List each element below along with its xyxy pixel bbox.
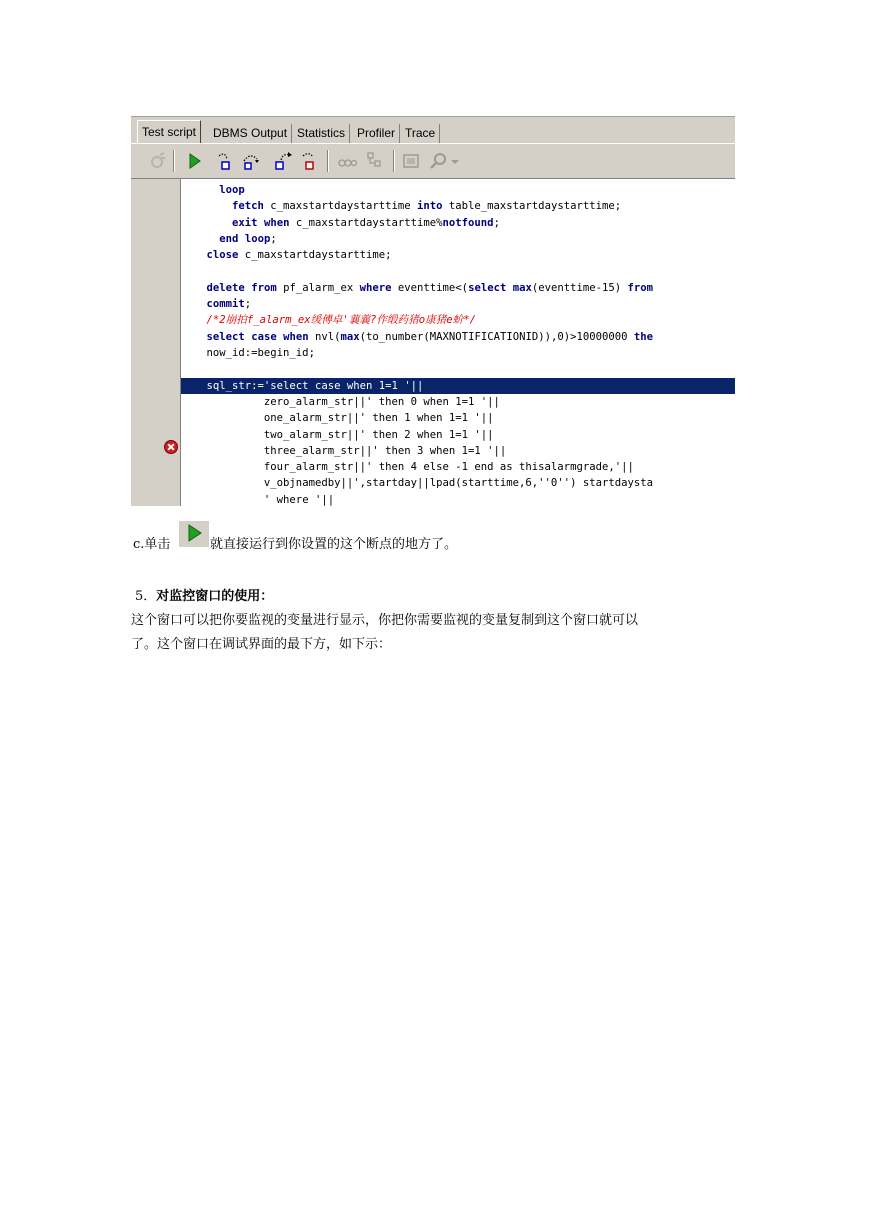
- run-icon-inline: [179, 521, 209, 547]
- code-indent: [181, 331, 207, 343]
- code-text: table_maxstartdaystarttime;: [442, 200, 622, 213]
- run-to-exception-icon[interactable]: [299, 151, 319, 171]
- code-comment: /*2崩拍f_alarm_ex缓傅卓'蘘蘘?作缎药猪o康猪e蚧*/: [206, 314, 477, 327]
- code-keyword: the: [633, 330, 654, 343]
- code-keyword: where: [359, 281, 392, 294]
- code-keyword: end: [219, 232, 239, 245]
- code-indent: [181, 249, 207, 261]
- code-keyword: loop: [219, 184, 245, 196]
- tab-statistics[interactable]: Statistics: [293, 124, 350, 143]
- step-out-icon[interactable]: [273, 151, 293, 171]
- code-text: four_alarm_str||' then 4 else -1 end as thisalarmgrade,'||: [263, 461, 634, 474]
- code-indent: [181, 429, 264, 441]
- tab-test-script[interactable]: Test script: [137, 120, 201, 144]
- tab-bar: [131, 119, 735, 143]
- code-line[interactable]: [181, 264, 735, 280]
- code-indent: [181, 347, 207, 359]
- section-number: [135, 585, 273, 604]
- code-line[interactable]: [181, 345, 735, 361]
- step-c-prefix: c.单击: [133, 537, 171, 552]
- code-keyword: when: [283, 330, 309, 343]
- run-icon: [179, 521, 209, 547]
- code-text: ;: [244, 298, 252, 311]
- run-icon[interactable]: [185, 151, 205, 171]
- code-line[interactable]: [181, 443, 735, 459]
- tab-dbms-output[interactable]: DBMS Output: [209, 124, 292, 143]
- tab-profiler[interactable]: Profiler: [353, 124, 400, 143]
- code-line[interactable]: [181, 215, 735, 231]
- ide-screenshot: [131, 116, 735, 506]
- code-editor[interactable]: [181, 179, 735, 506]
- debug-icon[interactable]: [148, 151, 168, 171]
- code-indent: [181, 184, 219, 196]
- code-line[interactable]: [181, 492, 735, 506]
- code-keyword: delete: [206, 281, 245, 294]
- code-line[interactable]: [181, 247, 735, 263]
- window-icon[interactable]: [401, 151, 421, 171]
- code-indent: [181, 314, 207, 326]
- code-keyword: when: [263, 216, 290, 229]
- code-indent: [181, 200, 232, 212]
- code-line[interactable]: [181, 312, 735, 328]
- code-indent: [181, 412, 264, 424]
- code-keyword: into: [417, 200, 443, 213]
- code-text: pf_alarm_ex: [276, 281, 360, 294]
- code-indent: [181, 396, 264, 408]
- step-c-suffix: 就直接运行到你设置的这个断点的地方了。: [210, 537, 458, 552]
- code-line[interactable]: [181, 459, 735, 475]
- code-text: c_maxstartdaystarttime: [263, 200, 417, 213]
- editor-gutter: [131, 179, 181, 506]
- code-keyword: close: [206, 249, 239, 262]
- code-keyword: max: [512, 281, 532, 294]
- code-text: c_maxstartdaystarttime;: [238, 249, 392, 262]
- body-line-1: 这个窗口可以把你要监视的变量进行显示，你把你需要监视的变量复制到这个窗口就可以: [131, 613, 639, 628]
- section-5-number: 5．: [135, 589, 157, 604]
- code-indent: [181, 494, 264, 506]
- code-text: now_id:=begin_id;: [206, 347, 315, 359]
- code-text: ;: [270, 232, 277, 245]
- code-line[interactable]: [181, 410, 735, 426]
- code-text: one_alarm_str||' then 1 when 1=1 '||: [263, 412, 494, 425]
- code-text: zero_alarm_str||' then 0 when 1=1 '||: [263, 395, 500, 408]
- code-line[interactable]: [181, 231, 735, 247]
- breakpoints-icon[interactable]: [365, 151, 385, 171]
- code-keyword: select: [468, 281, 507, 294]
- code-text: three_alarm_str||' then 3 when 1=1 '||: [263, 444, 507, 457]
- debug-toolbar: [131, 144, 735, 179]
- code-keyword: notfound: [442, 216, 494, 229]
- code-text: sql_str:='select case when 1=1 '||: [206, 379, 424, 392]
- code-line[interactable]: [181, 198, 735, 214]
- code-text: (eventtime-15): [531, 281, 628, 294]
- code-indent: [181, 282, 207, 294]
- code-indent: [181, 380, 207, 392]
- step-into-icon[interactable]: [215, 151, 235, 171]
- code-keyword: select: [206, 330, 245, 343]
- code-line[interactable]: [181, 361, 735, 377]
- code-keyword: from: [627, 281, 654, 294]
- code-indent: [181, 298, 207, 310]
- toggle-watch-icon[interactable]: [337, 151, 357, 171]
- search-icon[interactable]: [429, 151, 449, 171]
- code-text: (to_number(MAXNOTIFICATIONID)),0)>10000000: [359, 330, 634, 343]
- tab-trace[interactable]: Trace: [401, 124, 440, 143]
- code-line[interactable]: [181, 394, 735, 410]
- code-text: eventtime<(: [391, 281, 469, 294]
- code-line[interactable]: [181, 329, 735, 345]
- chevron-down-icon[interactable]: [449, 151, 461, 171]
- code-indent: [181, 445, 264, 457]
- code-keyword: exit: [232, 216, 258, 229]
- code-line-current[interactable]: [181, 378, 735, 394]
- code-text: c_maxstartdaystarttime%: [289, 216, 443, 229]
- code-text: v_objnamedby||',startday||lpad(starttime,6,''0'') startdaysta: [263, 477, 653, 490]
- code-line[interactable]: [181, 475, 735, 491]
- code-keyword: max: [340, 330, 360, 343]
- section-5-title: 对监控窗口的使用：: [156, 589, 274, 604]
- code-line[interactable]: [181, 280, 735, 296]
- code-indent: [181, 217, 232, 229]
- code-keyword: fetch: [232, 200, 264, 213]
- code-indent: [181, 477, 264, 489]
- code-text: two_alarm_str||' then 2 when 1=1 '||: [263, 428, 494, 441]
- code-keyword: from: [251, 281, 277, 294]
- code-keyword: commit: [206, 298, 245, 311]
- code-keyword: loop: [244, 232, 271, 245]
- step-over-icon[interactable]: [241, 151, 261, 171]
- code-line[interactable]: [181, 296, 735, 312]
- code-line[interactable]: [181, 182, 735, 198]
- code-indent: [181, 461, 264, 473]
- breakpoint-icon[interactable]: [164, 440, 178, 454]
- code-indent: [181, 233, 219, 245]
- code-text: ;: [493, 216, 500, 229]
- code-line[interactable]: [181, 427, 735, 443]
- code-keyword: case: [251, 330, 277, 343]
- code-text: nvl(: [308, 330, 341, 343]
- code-text: ' where '||: [263, 493, 335, 506]
- body-line-2: 了。这个窗口在调试界面的最下方，如下示：: [131, 637, 392, 652]
